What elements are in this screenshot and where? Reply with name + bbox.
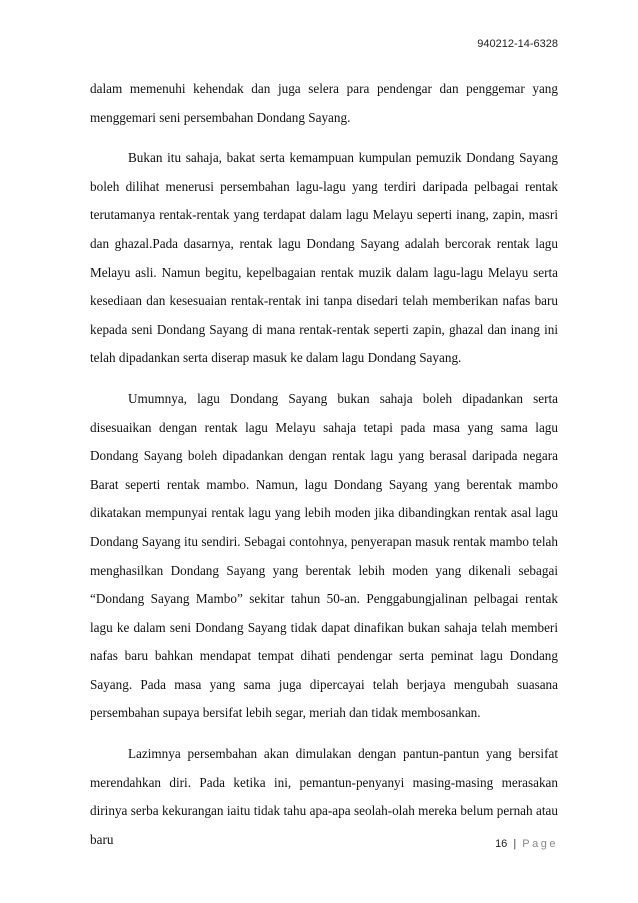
- paragraph: dalam memenuhi kehendak dan juga selera para pendengar dan penggemar yang menggemari seni persembahan Dondang Sayang.: [90, 81, 558, 125]
- page-label: Page: [522, 838, 558, 850]
- paragraph: Bukan itu sahaja, bakat serta kemampuan kumpulan pemuzik Dondang Sayang boleh dilihat menerusi persembahan lagu-lagu yang terdiri daripada pelbagai rentak terutamanya rentak-rentak yang terdapat dalam lagu Melayu seperti inang, zapin, masri dan ghazal.Pada dasarnya, rentak lagu Dondang Sayang adalah bercorak rentak lagu Melayu asli. Namun begitu, kepelbagaian rentak muzik dalam lagu-lagu Melayu serta kesediaan dan kesesuaian rentak-rentak ini tanpa disedari telah memberikan nafas baru kepada seni Dondang Sayang di mana rentak-rentak seperti zapin, ghazal dan inang ini telah dipadankan serta diserap masuk ke dalam lagu Dondang Sayang.: [90, 150, 558, 366]
- footer-separator: |: [513, 838, 517, 850]
- page-footer: [495, 838, 558, 850]
- paragraph: Umumnya, lagu Dondang Sayang bukan sahaja boleh dipadankan serta disesuaikan dengan rentak lagu Melayu sahaja tetapi pada masa yang sama lagu Dondang Sayang boleh dipadankan dengan rentak lagu yang berasal daripada negara Barat seperti rentak mambo. Namun, lagu Dondang Sayang yang berentak mambo dikatakan mempunyai rentak lagu yang lebih moden jika dibandingkan rentak asal lagu Dondang Sayang itu sendiri. Sebagai contohnya, penyerapan masuk rentak mambo telah menghasilkan Dondang Sayang yang berentak lebih moden yang dikenali sebagai “Dondang Sayang Mambo” sekitar tahun 50-an. Penggabungjalinan pelbagai rentak lagu ke dalam seni Dondang Sayang tidak dapat dinafikan bukan sahaja telah memberi nafas baru bahkan mendapat tempat dihati pendengar serta peminat lagu Dondang Sayang. Pada masa yang sama juga dipercayai telah berjaya mengubah suasana persembahan supaya bersifat lebih segar, meriah dan tidak membosankan.: [90, 390, 558, 721]
- header-id-code: 940212-14-6328: [477, 38, 558, 50]
- page-number: 16: [495, 838, 508, 850]
- paragraph: Lazimnya persembahan akan dimulakan dengan pantun-pantun yang bersifat merendahkan diri. Pada ketika ini, pemantun-penyanyi masing-masing merasakan dirinya serba kekurangan iaitu tidak tahu apa-apa seolah-olah mereka belum pernah atau baru: [90, 746, 558, 847]
- body-text: [90, 75, 558, 866]
